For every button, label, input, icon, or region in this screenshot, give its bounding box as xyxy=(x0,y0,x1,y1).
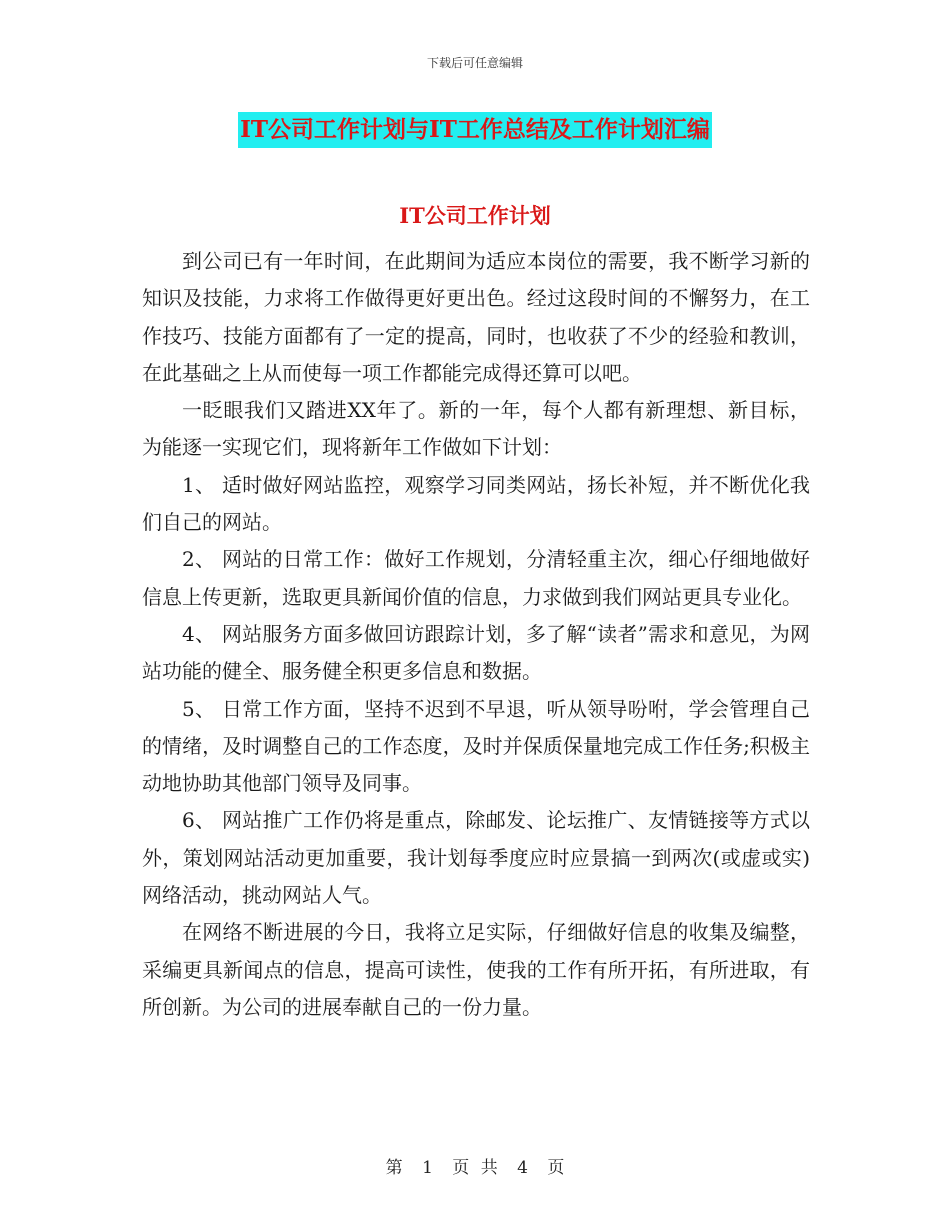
paragraph: 4、 网站服务方面多做回访跟踪计划，多了解“读者”需求和意见，为网站功能的健全、服务健全积更多信息和数据。 xyxy=(142,621,810,684)
page-number: 1 xyxy=(422,1158,433,1178)
page-footer xyxy=(0,1153,950,1178)
paragraph: 1、 适时做好网站监控，观察学习同类网站，扬长补短，并不断优化我们自己的网站。 xyxy=(142,472,810,535)
page-total: 4 xyxy=(517,1158,528,1178)
paragraph: 2、 网站的日常工作：做好工作规划，分清轻重主次，细心仔细地做好信息上传更新，选取更具新闻价值的信息，力求做到我们网站更具专业化。 xyxy=(142,547,810,609)
paragraph: 一眨眼我们又踏进XX年了。新的一年，每个人都有新理想、新目标，为能逐一实现它们，现将新年工作做如下计划： xyxy=(142,398,810,460)
body-text xyxy=(142,243,810,1026)
paragraph: 5、 日常工作方面，坚持不迟到不早退，听从领导吩咐，学会管理自己的情绪，及时调整自己的工作态度，及时并保质保量地完成工作任务;积极主动地协助其他部门领导及同事。 xyxy=(142,696,810,796)
paragraph: 6、 网站推广工作仍将是重点，除邮发、论坛推广、友情链接等方式以外，策划网站活动更加重要，我计划每季度应时应景搞一到两次(或虚或实)网络活动，挑动网站人气。 xyxy=(142,808,810,908)
main-title-wrap xyxy=(0,112,950,148)
footer-middle: 页 共 xyxy=(452,1158,498,1178)
footer-suffix: 页 xyxy=(547,1158,565,1178)
section-title: IT公司工作计划 xyxy=(399,203,551,228)
paragraph: 在网络不断进展的今日，我将立足实际，仔细做好信息的收集及编整，采编更具新闻点的信息，提高可读性，使我的工作有所开拓，有所进取，有所创新。为公司的进展奉献自己的一份力量。 xyxy=(142,920,810,1019)
document-title: IT公司工作计划与IT工作总结及工作计划汇编 xyxy=(238,112,712,148)
header-note: 下载后可任意编辑 xyxy=(426,56,523,70)
paragraph: 到公司已有一年时间，在此期间为适应本岗位的需要，我不断学习新的知识及技能，力求将工作做得更好更出色。经过这段时间的不懈努力，在工作技巧、技能方面都有了一定的提高，同时，也收获了不少的经验和教训，在此基础之上从而使每一项工作都能完成得还算可以吧。 xyxy=(142,249,810,385)
footer-prefix: 第 xyxy=(385,1158,403,1178)
